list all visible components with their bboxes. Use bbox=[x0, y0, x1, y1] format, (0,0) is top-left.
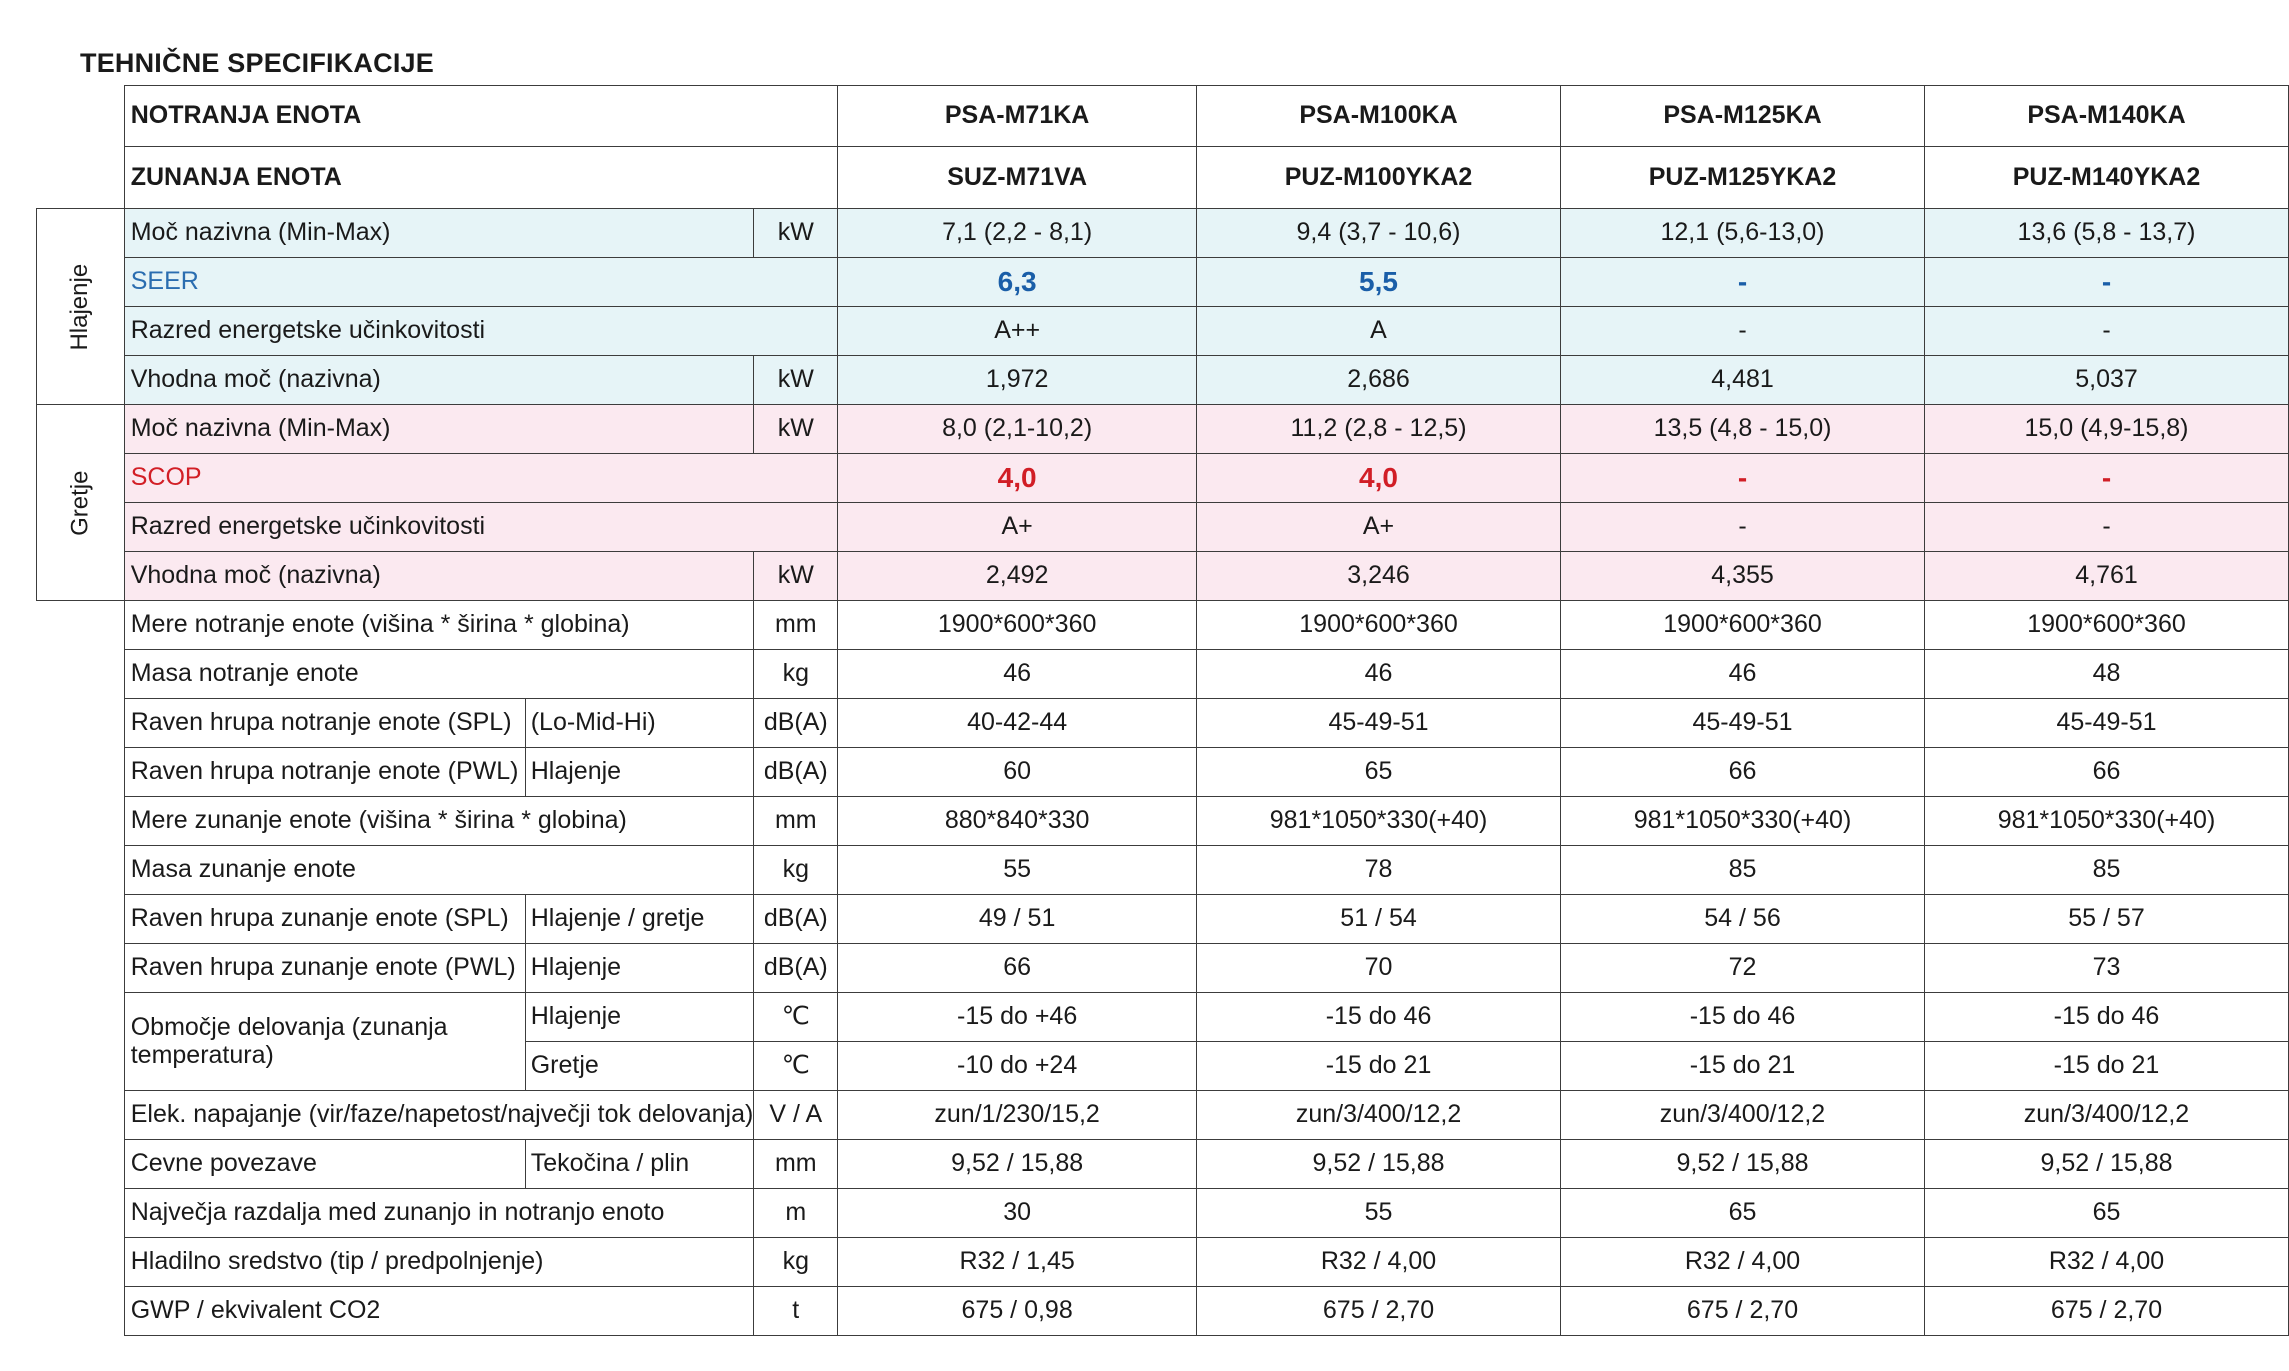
seer-value: - bbox=[1925, 258, 2289, 307]
row-label: Raven hrupa notranje enote (PWL) bbox=[124, 748, 525, 797]
cell-value: 880*840*330 bbox=[838, 797, 1197, 846]
row-label: Elek. napajanje (vir/faze/napetost/največji tok delovanja) bbox=[124, 1091, 754, 1140]
blank-cell bbox=[37, 1042, 125, 1091]
cell-value: 1900*600*360 bbox=[838, 601, 1197, 650]
blank-cell bbox=[37, 1189, 125, 1238]
row-sublabel: Gretje bbox=[525, 1042, 754, 1091]
row-label: Masa notranje enote bbox=[124, 650, 754, 699]
heating-row-energy-class bbox=[37, 503, 2289, 552]
scop-value: - bbox=[1561, 454, 1925, 503]
cell-value: 4,761 bbox=[1925, 552, 2289, 601]
cell-value: zun/3/400/12,2 bbox=[1197, 1091, 1561, 1140]
row-unit: V / A bbox=[754, 1091, 838, 1140]
cell-value: A+ bbox=[1197, 503, 1561, 552]
spec-row bbox=[37, 895, 2289, 944]
cell-value: 8,0 (2,1-10,2) bbox=[838, 405, 1197, 454]
cell-value: -15 do 46 bbox=[1925, 993, 2289, 1042]
blank-cell bbox=[37, 895, 125, 944]
heating-row-scop bbox=[37, 454, 2289, 503]
cell-value: zun/3/400/12,2 bbox=[1561, 1091, 1925, 1140]
row-unit: kW bbox=[754, 552, 838, 601]
row-unit: kg bbox=[754, 1238, 838, 1287]
spec-row bbox=[37, 1189, 2289, 1238]
cell-value: 7,1 (2,2 - 8,1) bbox=[838, 209, 1197, 258]
cell-value: 40-42-44 bbox=[838, 699, 1197, 748]
operating-range-label: Območje delovanja (zunanja temperatura) bbox=[124, 993, 525, 1091]
row-label: Cevne povezave bbox=[124, 1140, 525, 1189]
outdoor-model-3: PUZ-M125YKA2 bbox=[1561, 147, 1925, 209]
indoor-model-1: PSA-M71KA bbox=[838, 86, 1197, 147]
cooling-row-seer bbox=[37, 258, 2289, 307]
cell-value: 11,2 (2,8 - 12,5) bbox=[1197, 405, 1561, 454]
cell-value: 66 bbox=[1561, 748, 1925, 797]
row-unit: kg bbox=[754, 650, 838, 699]
indoor-model-4: PSA-M140KA bbox=[1925, 86, 2289, 147]
seer-value: - bbox=[1561, 258, 1925, 307]
cell-value: A+ bbox=[838, 503, 1197, 552]
row-label: Vhodna moč (nazivna) bbox=[124, 552, 754, 601]
cell-value: 78 bbox=[1197, 846, 1561, 895]
cell-value: 675 / 2,70 bbox=[1561, 1287, 1925, 1336]
row-label: Raven hrupa notranje enote (SPL) bbox=[124, 699, 525, 748]
blank-cell bbox=[37, 993, 125, 1042]
blank-cell bbox=[37, 1287, 125, 1336]
scop-label: SCOP bbox=[124, 454, 838, 503]
cell-value: 65 bbox=[1197, 748, 1561, 797]
cell-value: 73 bbox=[1925, 944, 2289, 993]
blank-cell bbox=[37, 147, 125, 209]
row-unit: dB(A) bbox=[754, 944, 838, 993]
row-label: Mere notranje enote (višina * širina * globina) bbox=[124, 601, 754, 650]
spec-row bbox=[37, 797, 2289, 846]
spec-row bbox=[37, 846, 2289, 895]
row-unit: dB(A) bbox=[754, 748, 838, 797]
scop-value: 4,0 bbox=[838, 454, 1197, 503]
row-label: Največja razdalja med zunanjo in notranjo enoto bbox=[124, 1189, 754, 1238]
heating-row-capacity bbox=[37, 405, 2289, 454]
row-label: Raven hrupa zunanje enote (PWL) bbox=[124, 944, 525, 993]
cell-value: 72 bbox=[1561, 944, 1925, 993]
row-label: Moč nazivna (Min-Max) bbox=[124, 209, 754, 258]
row-unit: kW bbox=[754, 209, 838, 258]
cell-value: 46 bbox=[1197, 650, 1561, 699]
row-unit: m bbox=[754, 1189, 838, 1238]
cell-value: 45-49-51 bbox=[1561, 699, 1925, 748]
row-unit: t bbox=[754, 1287, 838, 1336]
cell-value: 55 / 57 bbox=[1925, 895, 2289, 944]
row-label: GWP / ekvivalent CO2 bbox=[124, 1287, 754, 1336]
spec-row bbox=[37, 650, 2289, 699]
cell-value: -15 do 21 bbox=[1197, 1042, 1561, 1091]
cell-value: 85 bbox=[1561, 846, 1925, 895]
outdoor-model-1: SUZ-M71VA bbox=[838, 147, 1197, 209]
cell-value: 60 bbox=[838, 748, 1197, 797]
cell-value: R32 / 4,00 bbox=[1197, 1238, 1561, 1287]
blank-cell bbox=[37, 1140, 125, 1189]
header-row-indoor bbox=[37, 86, 2289, 147]
cell-value: 12,1 (5,6-13,0) bbox=[1561, 209, 1925, 258]
indoor-model-2: PSA-M100KA bbox=[1197, 86, 1561, 147]
blank-cell bbox=[37, 86, 125, 147]
blank-cell bbox=[37, 944, 125, 993]
blank-cell bbox=[37, 1238, 125, 1287]
blank-cell bbox=[37, 1091, 125, 1140]
page-title: TEHNIČNE SPECIFIKACIJE bbox=[80, 48, 434, 78]
cell-value: 2,492 bbox=[838, 552, 1197, 601]
scop-value: - bbox=[1925, 454, 2289, 503]
cell-value: 85 bbox=[1925, 846, 2289, 895]
row-label: Razred energetske učinkovitosti bbox=[124, 307, 838, 356]
header-row-outdoor bbox=[37, 147, 2289, 209]
cell-value: A bbox=[1197, 307, 1561, 356]
spec-row bbox=[37, 1091, 2289, 1140]
blank-cell bbox=[37, 601, 125, 650]
row-unit: kg bbox=[754, 846, 838, 895]
cell-value: R32 / 4,00 bbox=[1925, 1238, 2289, 1287]
cell-value: 675 / 2,70 bbox=[1197, 1287, 1561, 1336]
row-label: Raven hrupa zunanje enote (SPL) bbox=[124, 895, 525, 944]
cell-value: 4,355 bbox=[1561, 552, 1925, 601]
cell-value: - bbox=[1925, 307, 2289, 356]
operating-range-row-cooling bbox=[37, 993, 2289, 1042]
spec-row bbox=[37, 748, 2289, 797]
blank-cell bbox=[37, 650, 125, 699]
scop-value: 4,0 bbox=[1197, 454, 1561, 503]
row-sublabel: (Lo-Mid-Hi) bbox=[525, 699, 754, 748]
cell-value: 3,246 bbox=[1197, 552, 1561, 601]
heating-section-label: Gretje bbox=[37, 405, 125, 601]
cell-value: 49 / 51 bbox=[838, 895, 1197, 944]
cell-value: 66 bbox=[1925, 748, 2289, 797]
spec-row bbox=[37, 601, 2289, 650]
cell-value: 45-49-51 bbox=[1925, 699, 2289, 748]
cell-value: 46 bbox=[838, 650, 1197, 699]
row-label: Masa zunanje enote bbox=[124, 846, 754, 895]
spec-row bbox=[37, 699, 2289, 748]
cell-value: 9,4 (3,7 - 10,6) bbox=[1197, 209, 1561, 258]
spec-table bbox=[36, 85, 2289, 1336]
row-unit: mm bbox=[754, 601, 838, 650]
cell-value: -15 do 21 bbox=[1925, 1042, 2289, 1091]
cell-value: - bbox=[1561, 503, 1925, 552]
row-sublabel: Hlajenje bbox=[525, 944, 754, 993]
cell-value: 55 bbox=[838, 846, 1197, 895]
row-sublabel: Tekočina / plin bbox=[525, 1140, 754, 1189]
cell-value: -15 do 46 bbox=[1197, 993, 1561, 1042]
cell-value: 66 bbox=[838, 944, 1197, 993]
row-unit: kW bbox=[754, 356, 838, 405]
row-unit: ℃ bbox=[754, 993, 838, 1042]
spec-row bbox=[37, 1140, 2289, 1189]
cell-value: zun/1/230/15,2 bbox=[838, 1091, 1197, 1140]
cell-value: - bbox=[1561, 307, 1925, 356]
spec-row bbox=[37, 1238, 2289, 1287]
row-label: Vhodna moč (nazivna) bbox=[124, 356, 754, 405]
cell-value: zun/3/400/12,2 bbox=[1925, 1091, 2289, 1140]
cell-value: 51 / 54 bbox=[1197, 895, 1561, 944]
blank-cell bbox=[37, 748, 125, 797]
cell-value: 65 bbox=[1925, 1189, 2289, 1238]
spec-row bbox=[37, 1287, 2289, 1336]
outdoor-model-4: PUZ-M140YKA2 bbox=[1925, 147, 2289, 209]
cell-value: 1,972 bbox=[838, 356, 1197, 405]
cell-value: 65 bbox=[1561, 1189, 1925, 1238]
row-unit: mm bbox=[754, 1140, 838, 1189]
cell-value: R32 / 4,00 bbox=[1561, 1238, 1925, 1287]
cell-value: -15 do 21 bbox=[1561, 1042, 1925, 1091]
heating-row-input-power bbox=[37, 552, 2289, 601]
row-sublabel: Hlajenje bbox=[525, 993, 754, 1042]
indoor-model-3: PSA-M125KA bbox=[1561, 86, 1925, 147]
cell-value: 1900*600*360 bbox=[1925, 601, 2289, 650]
cell-value: A++ bbox=[838, 307, 1197, 356]
cell-value: 46 bbox=[1561, 650, 1925, 699]
seer-value: 5,5 bbox=[1197, 258, 1561, 307]
row-unit: mm bbox=[754, 797, 838, 846]
blank-cell bbox=[37, 699, 125, 748]
cooling-section-label: Hlajenje bbox=[37, 209, 125, 405]
seer-value: 6,3 bbox=[838, 258, 1197, 307]
cell-value: 9,52 / 15,88 bbox=[1925, 1140, 2289, 1189]
cooling-row-energy-class bbox=[37, 307, 2289, 356]
cell-value: 2,686 bbox=[1197, 356, 1561, 405]
cell-value: 1900*600*360 bbox=[1561, 601, 1925, 650]
cooling-row-input-power bbox=[37, 356, 2289, 405]
spec-row bbox=[37, 944, 2289, 993]
cell-value: 70 bbox=[1197, 944, 1561, 993]
row-sublabel: Hlajenje bbox=[525, 748, 754, 797]
cell-value: 30 bbox=[838, 1189, 1197, 1238]
cell-value: 9,52 / 15,88 bbox=[1561, 1140, 1925, 1189]
cell-value: 45-49-51 bbox=[1197, 699, 1561, 748]
row-unit: ℃ bbox=[754, 1042, 838, 1091]
row-label: Hladilno sredstvo (tip / predpolnjenje) bbox=[124, 1238, 754, 1287]
cell-value: -15 do +46 bbox=[838, 993, 1197, 1042]
cell-value: - bbox=[1925, 503, 2289, 552]
cell-value: 9,52 / 15,88 bbox=[838, 1140, 1197, 1189]
cell-value: 13,6 (5,8 - 13,7) bbox=[1925, 209, 2289, 258]
seer-label: SEER bbox=[124, 258, 838, 307]
row-label: Moč nazivna (Min-Max) bbox=[124, 405, 754, 454]
row-unit: dB(A) bbox=[754, 895, 838, 944]
cell-value: 981*1050*330(+40) bbox=[1925, 797, 2289, 846]
cell-value: 4,481 bbox=[1561, 356, 1925, 405]
cell-value: -15 do 46 bbox=[1561, 993, 1925, 1042]
outdoor-unit-label: ZUNANJA ENOTA bbox=[124, 147, 838, 209]
cell-value: 15,0 (4,9-15,8) bbox=[1925, 405, 2289, 454]
cell-value: 54 / 56 bbox=[1561, 895, 1925, 944]
blank-cell bbox=[37, 846, 125, 895]
blank-cell bbox=[37, 797, 125, 846]
cell-value: 13,5 (4,8 - 15,0) bbox=[1561, 405, 1925, 454]
cell-value: -10 do +24 bbox=[838, 1042, 1197, 1091]
cell-value: 675 / 0,98 bbox=[838, 1287, 1197, 1336]
row-label: Mere zunanje enote (višina * širina * globina) bbox=[124, 797, 754, 846]
cell-value: 981*1050*330(+40) bbox=[1561, 797, 1925, 846]
cell-value: 9,52 / 15,88 bbox=[1197, 1140, 1561, 1189]
cooling-row-capacity bbox=[37, 209, 2289, 258]
row-unit: kW bbox=[754, 405, 838, 454]
outdoor-model-2: PUZ-M100YKA2 bbox=[1197, 147, 1561, 209]
cell-value: 48 bbox=[1925, 650, 2289, 699]
cell-value: 675 / 2,70 bbox=[1925, 1287, 2289, 1336]
row-label: Razred energetske učinkovitosti bbox=[124, 503, 838, 552]
cell-value: 5,037 bbox=[1925, 356, 2289, 405]
cell-value: 1900*600*360 bbox=[1197, 601, 1561, 650]
cell-value: R32 / 1,45 bbox=[838, 1238, 1197, 1287]
row-sublabel: Hlajenje / gretje bbox=[525, 895, 754, 944]
row-unit: dB(A) bbox=[754, 699, 838, 748]
indoor-unit-label: NOTRANJA ENOTA bbox=[124, 86, 838, 147]
cell-value: 55 bbox=[1197, 1189, 1561, 1238]
cell-value: 981*1050*330(+40) bbox=[1197, 797, 1561, 846]
